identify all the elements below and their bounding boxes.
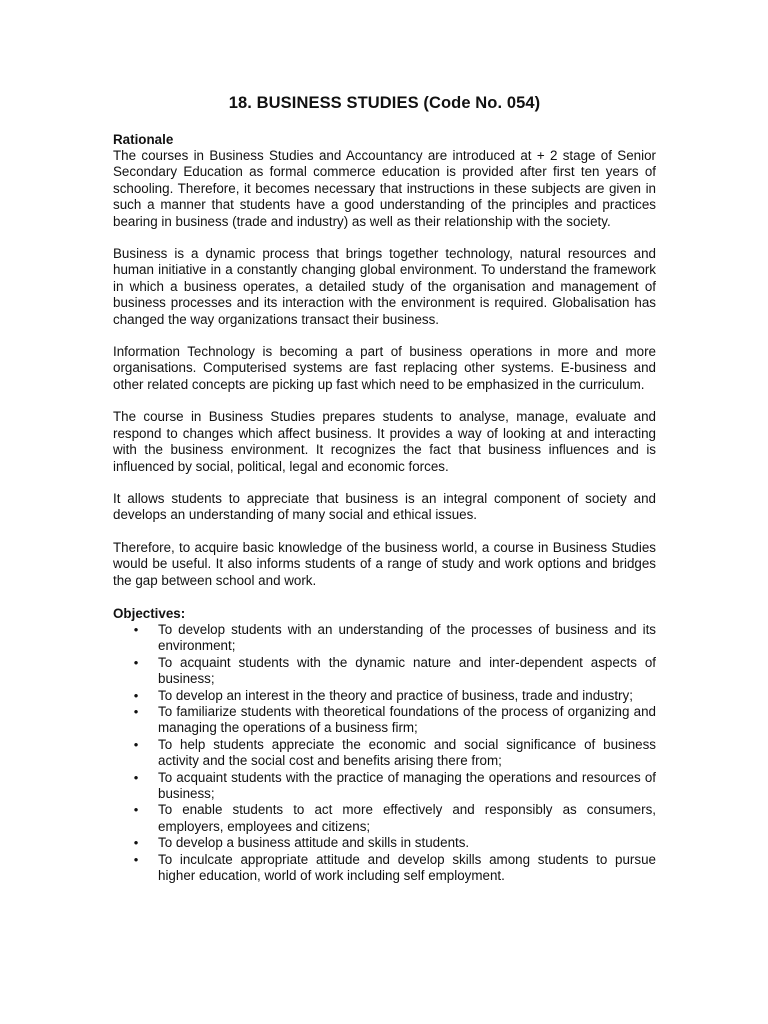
objective-item [113, 835, 656, 851]
objective-item [113, 704, 656, 737]
objective-item [113, 622, 656, 655]
objective-item [113, 737, 656, 770]
objective-text: To help students appreciate the economic and social significance of business activity and the social cost and benefits arising there from; [158, 736, 656, 769]
bullet-icon: • [133, 703, 139, 719]
objective-text: To develop a business attitude and skills in students. [158, 835, 470, 851]
rationale-paragraph: The course in Business Studies prepares students to analyse, manage, evaluate and respond to changes which affect business. It provides a way of looking at and interacting with the business environment. It recognizes the fact that business influences and is influenced by social, political, legal and economic forces. [113, 409, 656, 474]
bullet-icon: • [133, 802, 139, 818]
objective-text: To enable students to act more effectively and responsibly as consumers, employers, employees and citizens; [158, 802, 656, 834]
rationale-heading: Rationale [113, 132, 174, 147]
objective-item [113, 770, 656, 803]
objective-item [113, 852, 656, 885]
document-title: 18. BUSINESS STUDIES (Code No. 054) [228, 94, 541, 112]
bullet-icon: • [133, 654, 139, 670]
bullet-icon: • [133, 687, 139, 703]
objective-text: To acquaint students with the dynamic nature and inter-dependent aspects of business; [158, 654, 656, 687]
rationale-paragraph: Business is a dynamic process that brings together technology, natural resources and human initiative in a constantly changing global environment. To understand the framework in which a business operates, a detailed study of the organisation and management of business processes and its interaction with the environment is required. Globalisation has changed the way organizations transact their business. [113, 246, 656, 327]
bullet-icon: • [133, 769, 139, 785]
objective-item [113, 802, 656, 835]
bullet-icon: • [133, 736, 139, 752]
bullet-icon: • [133, 621, 139, 637]
rationale-paragraph: It allows students to appreciate that business is an integral component of society and develops an understanding of many social and ethical issues. [113, 490, 656, 523]
objective-item [113, 655, 656, 688]
rationale-paragraph: Information Technology is becoming a part of business operations in more and more organisations. Computerised systems are fast replacing other systems. E-business and other related concepts are picking up fast which need to be emphasized in the curriculum. [113, 344, 656, 392]
objectives-list [113, 622, 656, 885]
bullet-icon: • [133, 835, 139, 851]
objective-text: To familiarize students with theoretical foundations of the process of organizing and managing the operations of a business firm; [158, 703, 656, 736]
objectives-heading: Objectives: [113, 605, 186, 621]
rationale-paragraph: The courses in Business Studies and Accountancy are introduced at + 2 stage of Senior Secondary Education as formal commerce education is provided after first ten years of schooling. Therefore, it becomes necessary that instructions in these subjects are given in such a manner that students have a good understanding of the principles and practices bearing in business (trade and industry) as well as their relationship with the society. [113, 148, 656, 229]
objective-text: To acquaint students with the practice of managing the operations and resources of business; [158, 769, 656, 801]
bullet-icon: • [133, 851, 139, 867]
rationale-paragraph: Therefore, to acquire basic knowledge of the business world, a course in Business Studies would be useful. It also informs students of a range of study and work options and bridges the gap between school and work. [113, 539, 656, 588]
objective-text: To inculcate appropriate attitude and develop skills among students to pursue higher education, world of work including self employment. [158, 851, 656, 884]
objective-text: To develop students with an understanding of the processes of business and its environment; [158, 621, 656, 654]
document-page [113, 92, 656, 884]
objective-text: To develop an interest in the theory and practice of business, trade and industry; [158, 687, 633, 703]
objective-item [113, 688, 656, 704]
